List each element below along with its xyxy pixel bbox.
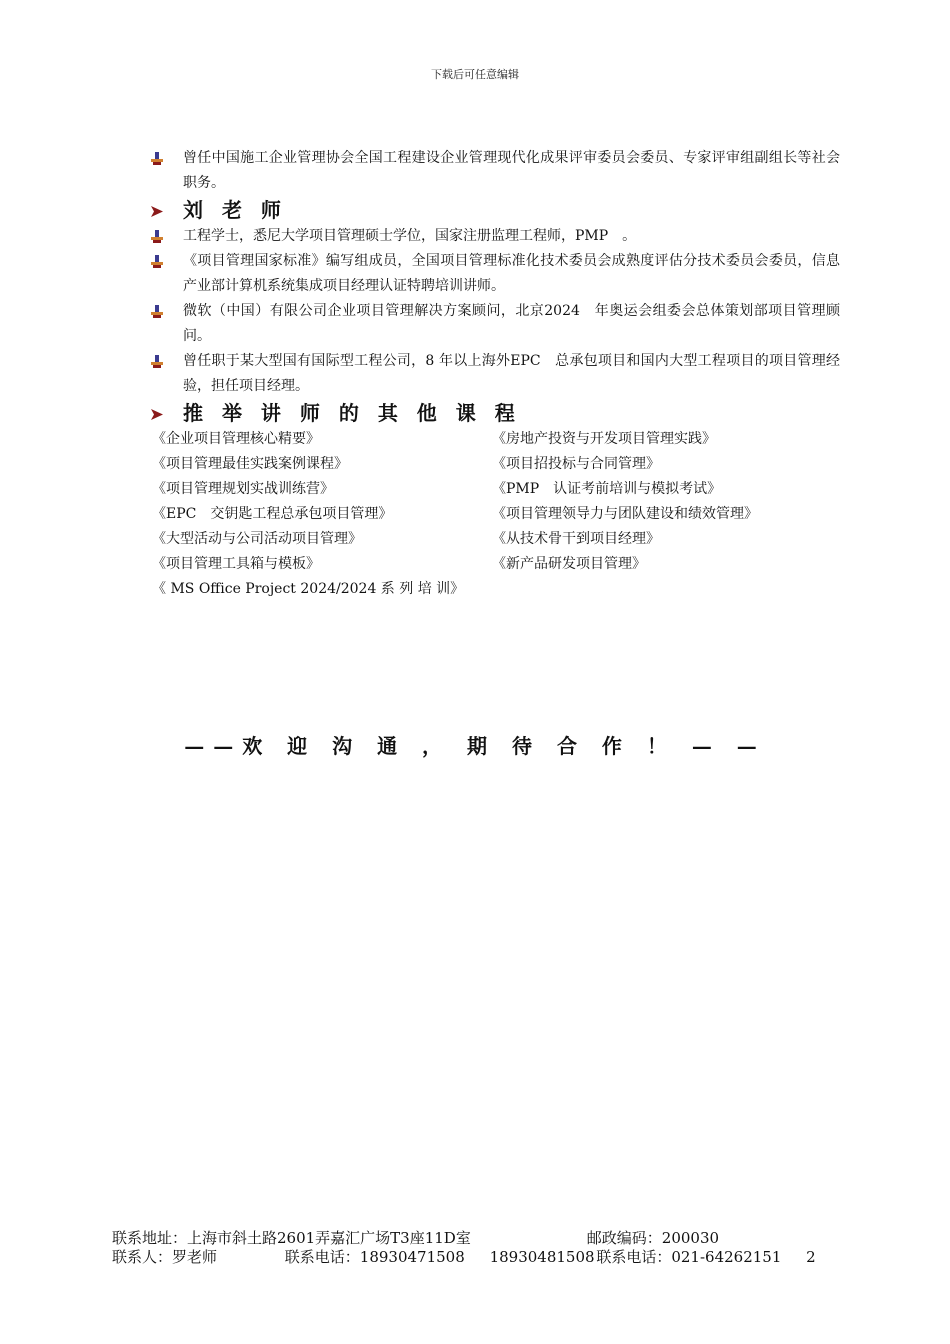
- document-body: [150, 146, 840, 602]
- course-item: 《从技术骨干到项目经理》: [492, 531, 660, 547]
- course-item: 《项目管理最佳实践案例课程》: [152, 456, 348, 472]
- bullet-icon: [150, 305, 164, 319]
- list-item: [150, 299, 840, 349]
- list-item: [150, 224, 840, 249]
- bullet-icon: [150, 230, 164, 244]
- bullet-icon: [150, 255, 164, 269]
- arrow-icon: [150, 408, 164, 421]
- course-item: 《项目招投标与合同管理》: [492, 456, 660, 472]
- list-item-text: 《项目管理国家标准》编写组成员，全国项目管理标准化技术委员会成熟度评估分技术委员会委员，信息产业部计算机系统集成项目经理认证特聘培训讲师。: [183, 253, 840, 294]
- list-item: [150, 146, 840, 196]
- closing-message: ——欢 迎 沟 通 ， 期 待 合 作 ！ — —: [184, 734, 766, 758]
- course-item: 《新产品研发项目管理》: [492, 556, 646, 572]
- section-heading-courses: [150, 400, 840, 426]
- footer-phone: 联系电话：18930471508: [284, 1248, 465, 1266]
- page-number: 2: [806, 1248, 816, 1266]
- teacher-name: 刘 老 师: [183, 198, 287, 222]
- course-item: 《EPC 交钥匙工程总承包项目管理》: [152, 506, 393, 522]
- courses-heading: 推 举 讲 师 的 其 他 课 程: [183, 401, 521, 425]
- list-item-text: 曾任中国施工企业管理协会全国工程建设企业管理现代化成果评审委员会委员、专家评审组副组长等社会职务。: [183, 150, 840, 191]
- footer-line-2: [112, 1246, 816, 1267]
- footer-phone-2: 18930481508: [489, 1248, 595, 1266]
- course-item: 《项目管理领导力与团队建设和绩效管理》: [492, 506, 758, 522]
- footer-line-1: [112, 1227, 719, 1248]
- course-item: 《项目管理工具箱与模板》: [152, 556, 320, 572]
- bullet-icon: [150, 355, 164, 369]
- course-item: 《项目管理规划实战训练营》: [152, 481, 334, 497]
- list-item: [150, 249, 840, 299]
- course-item-empty: [492, 577, 842, 602]
- list-item-text: 工程学士，悉尼大学项目管理硕士学位，国家注册监理工程师，PMP 。: [183, 228, 637, 244]
- course-list: [152, 427, 840, 602]
- footer-phone-3: 联系电话：021-64262151: [596, 1248, 782, 1266]
- course-item: 《房地产投资与开发项目管理实践》: [492, 431, 716, 447]
- footer-contact: 联系人：罗老师: [112, 1248, 218, 1266]
- page-header-note: 下载后可任意编辑: [431, 68, 519, 81]
- list-item-text: 曾任职于某大型国有国际型工程公司，8 年以上海外EPC 总承包项目和国内大型工程项目的项目管理经验，担任项目经理。: [183, 353, 840, 394]
- bullet-icon: [150, 152, 164, 166]
- course-item: 《企业项目管理核心精要》: [152, 431, 320, 447]
- list-item: [150, 349, 840, 399]
- list-item-text: 微软（中国）有限公司企业项目管理解决方案顾问，北京2024 年奥运会组委会总体策划部项目管理顾问。: [183, 303, 840, 344]
- footer-address: 联系地址：上海市斜土路2601弄嘉汇广场T3座11D室: [112, 1229, 471, 1247]
- footer-postcode: 邮政编码：200030: [586, 1229, 720, 1247]
- course-item: 《大型活动与公司活动项目管理》: [152, 531, 362, 547]
- arrow-icon: [150, 205, 164, 218]
- course-item: 《 MS Office Project 2024/2024 系 列 培 训》: [152, 581, 465, 597]
- section-heading-teacher: [150, 197, 840, 223]
- course-item: 《PMP 认证考前培训与模拟考试》: [492, 481, 722, 497]
